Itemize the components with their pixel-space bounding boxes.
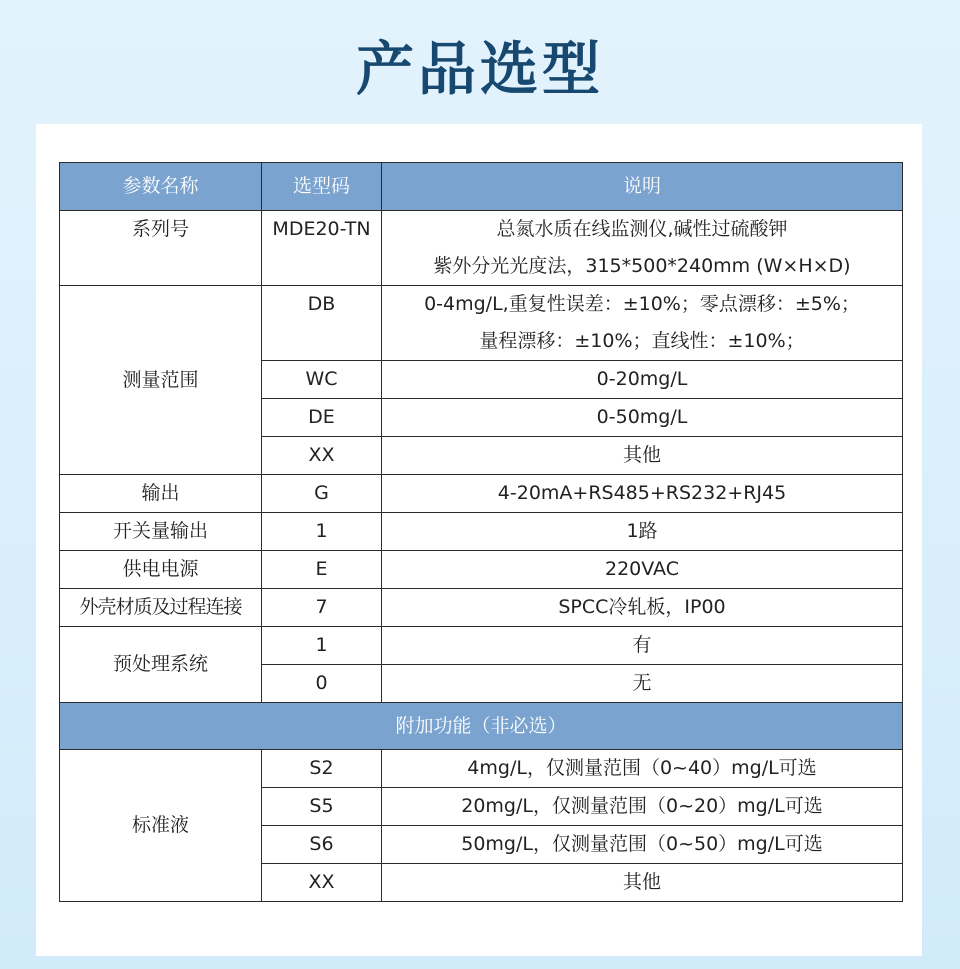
code-range-wc: WC [262,361,382,399]
code-series: MDE20-TN [262,211,382,286]
desc-series-line2: 紫外分光光度法，315*500*240mm (W×H×D) [433,255,851,277]
desc-housing: SPCC冷轧板，IP00 [382,589,903,627]
code-pretreatment-no: 0 [262,665,382,703]
header-code: 选型码 [262,163,382,211]
table-header-row [60,163,903,211]
code-standard-s6: S6 [262,826,382,864]
addon-section-title: 附加功能（非必选） [60,703,903,750]
table-row [60,513,903,551]
table-row [60,211,903,286]
param-standard: 标准液 [60,750,262,902]
desc-range-xx: 其他 [382,437,903,475]
desc-power: 220VAC [382,551,903,589]
code-range-db: DB [262,286,382,361]
code-pretreatment-yes: 1 [262,627,382,665]
param-pretreatment: 预处理系统 [60,627,262,703]
desc-range-db-line1: 0-4mg/L,重复性误差：±10%；零点漂移：±5%； [424,293,860,315]
table-row [60,750,903,788]
addon-section-row [60,703,903,750]
param-series: 系列号 [60,211,262,286]
header-description: 说明 [382,163,903,211]
desc-series-line1: 总氮水质在线监测仪,碱性过硫酸钾 [496,218,788,240]
code-power: E [262,551,382,589]
desc-series [382,211,903,286]
desc-output: 4-20mA+RS485+RS232+RJ45 [382,475,903,513]
code-standard-s5: S5 [262,788,382,826]
desc-standard-s2: 4mg/L，仅测量范围（0~40）mg/L可选 [382,750,903,788]
param-range: 测量范围 [60,286,262,475]
param-output: 输出 [60,475,262,513]
desc-range-de: 0-50mg/L [382,399,903,437]
desc-range-db-line2: 量程漂移：±10%；直线性：±10%； [479,330,805,352]
page-title: 产品选型 [355,35,604,103]
param-housing: 外壳材质及过程连接 [60,589,262,627]
desc-range-wc: 0-20mg/L [382,361,903,399]
code-range-de: DE [262,399,382,437]
desc-standard-s5: 20mg/L，仅测量范围（0~20）mg/L可选 [382,788,903,826]
code-range-xx: XX [262,437,382,475]
table-row [60,475,903,513]
code-housing: 7 [262,589,382,627]
table-row [60,286,903,361]
table-row [60,627,903,665]
selection-table [59,162,903,902]
header-param-name: 参数名称 [60,163,262,211]
desc-standard-xx: 其他 [382,864,903,902]
param-power: 供电电源 [60,551,262,589]
param-switch-output: 开关量输出 [60,513,262,551]
code-standard-xx: XX [262,864,382,902]
table-row [60,551,903,589]
code-output: G [262,475,382,513]
desc-standard-s6: 50mg/L，仅测量范围（0~50）mg/L可选 [382,826,903,864]
code-switch-output: 1 [262,513,382,551]
desc-switch-output: 1路 [382,513,903,551]
desc-pretreatment-no: 无 [382,665,903,703]
desc-pretreatment-yes: 有 [382,627,903,665]
desc-range-db [382,286,903,361]
code-standard-s2: S2 [262,750,382,788]
table-row [60,589,903,627]
